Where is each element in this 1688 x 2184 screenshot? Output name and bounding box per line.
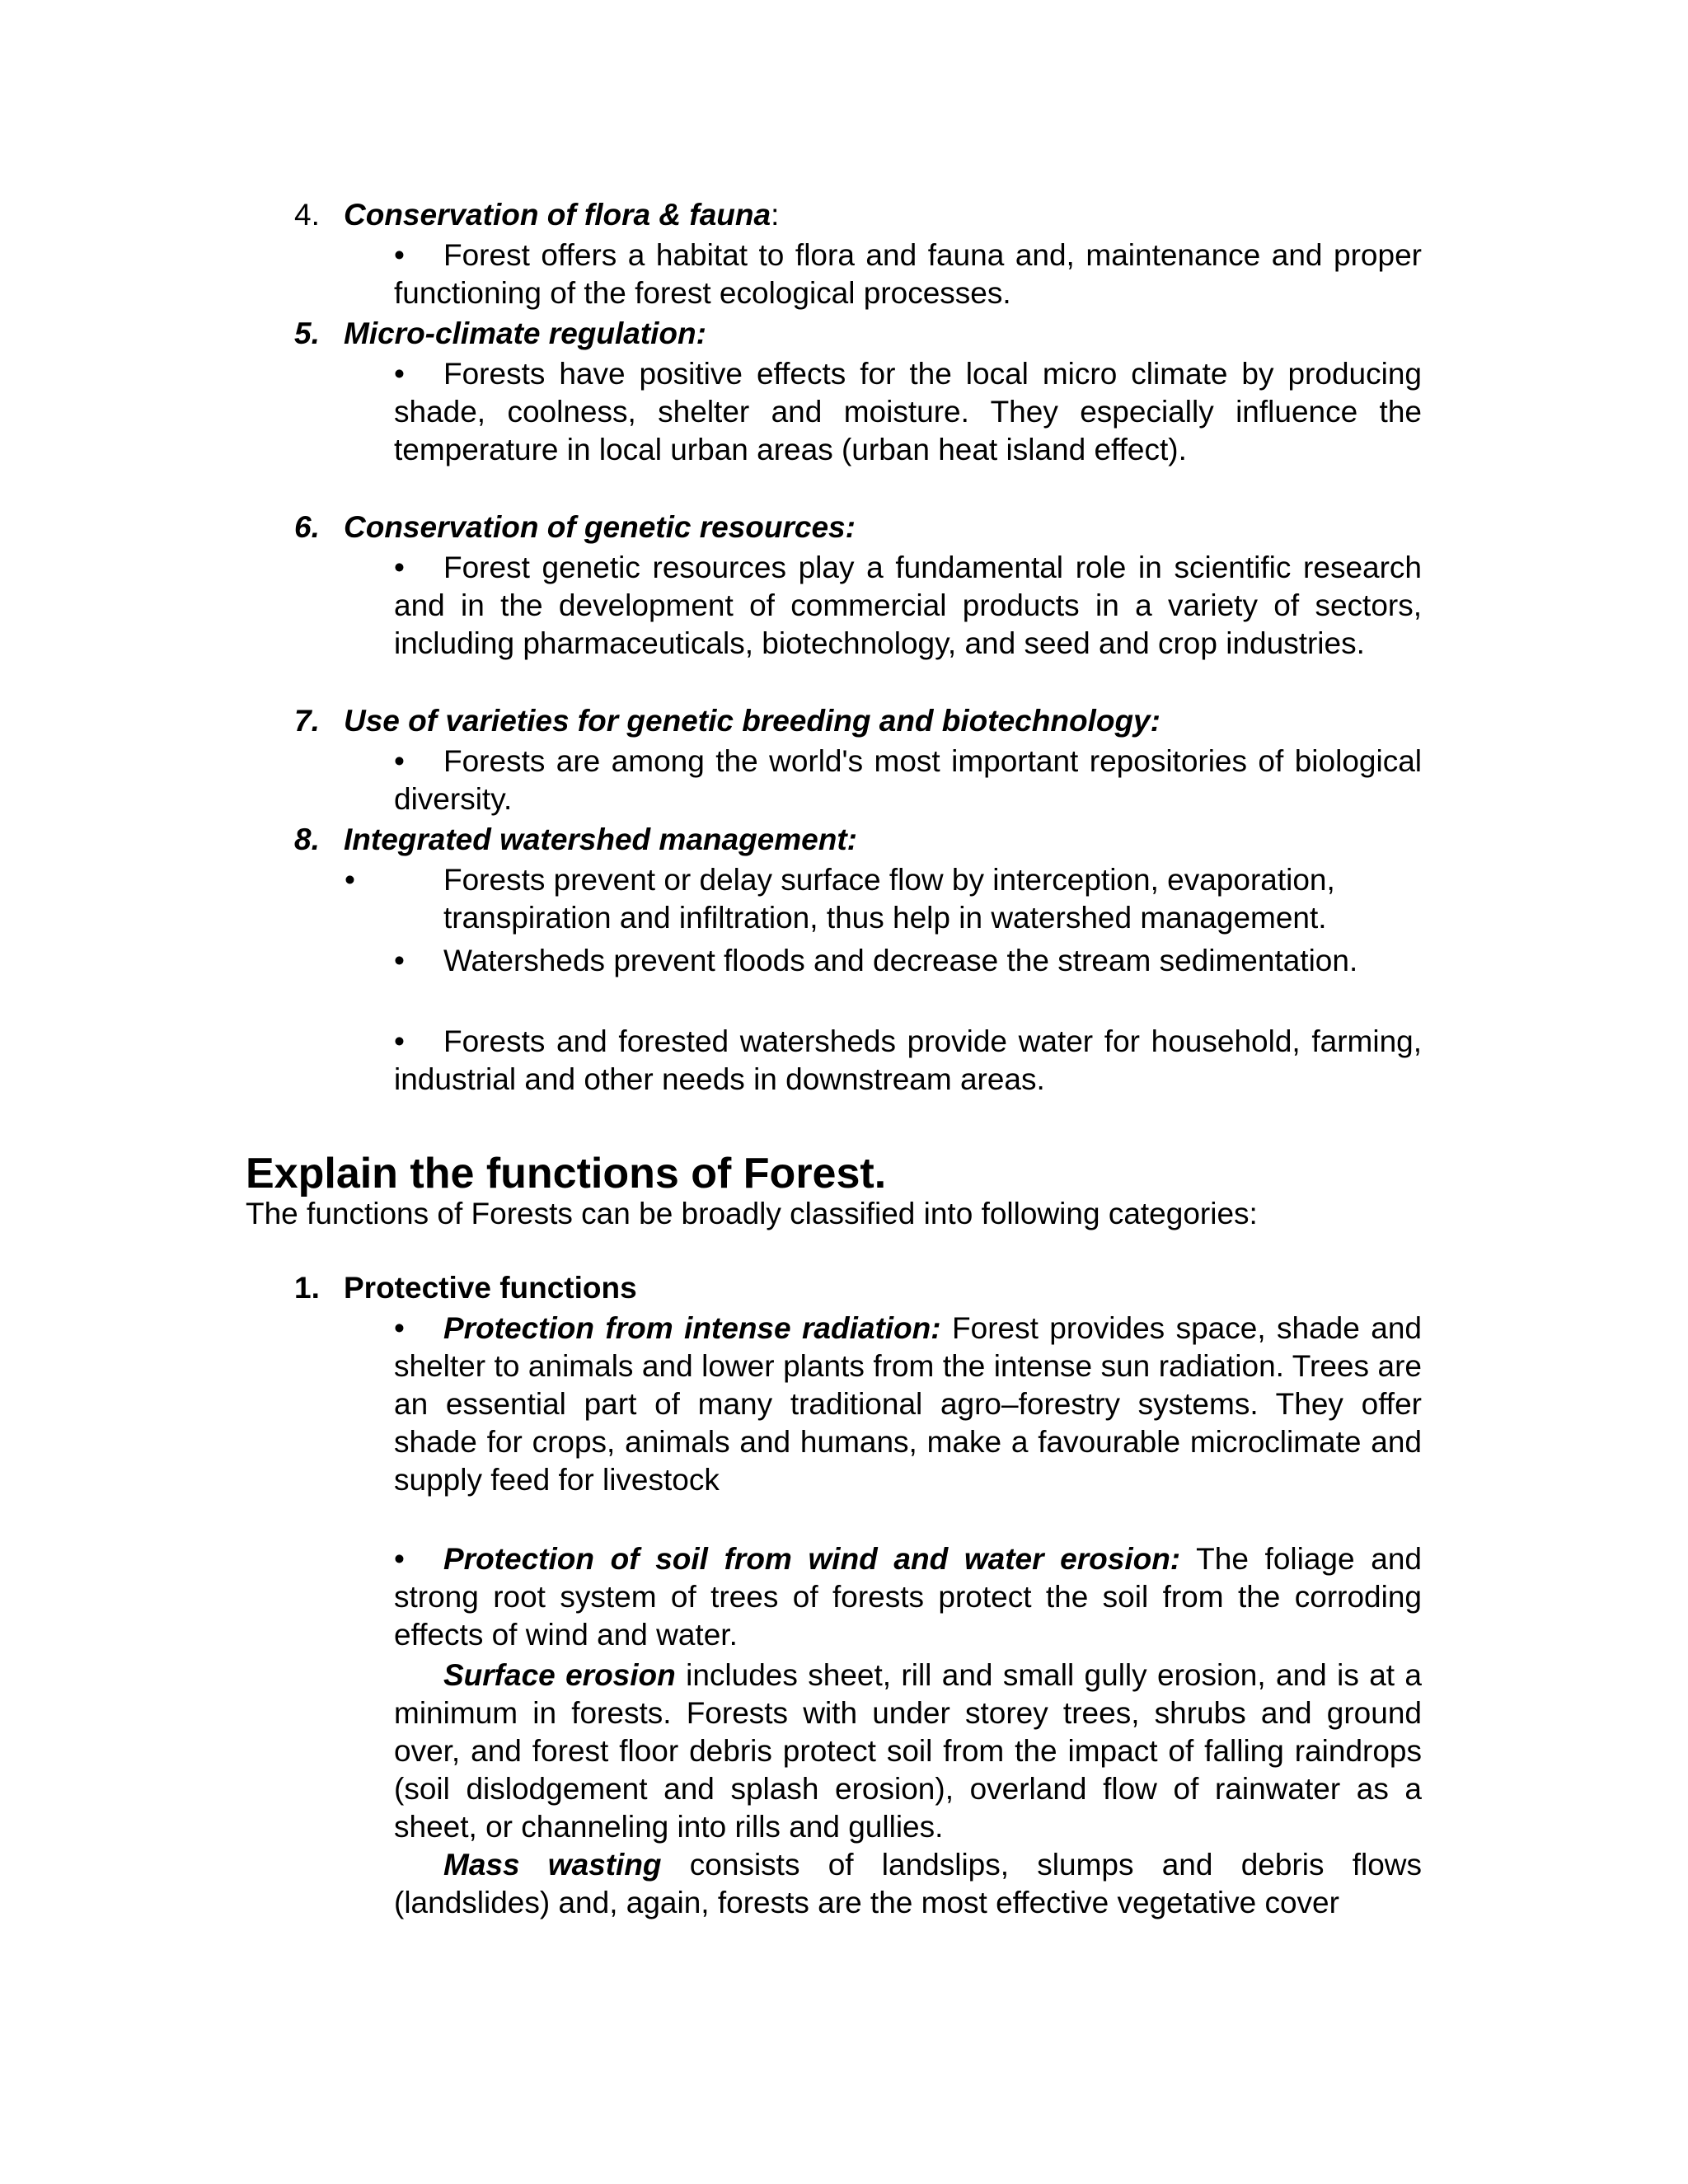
bullet-text: Forest provides space, shade and shelter to animals and lower plants from the intense sun radiation. Trees are an essential part of many traditional agro–forestry systems. They offer shade for crops, animals and humans, make a favourable microclimate and supply feed for livestock xyxy=(394,1311,1423,1497)
item-number: 7. xyxy=(294,704,320,738)
paragraph-text: includes sheet, rill and small gully erosion, and is at a minimum in forests. Forests with under storey trees, shrubs and ground over, and forest floor debris protect soil from the impact of falling raindrops (soil dislodgement and splash erosion), overland flow of rainwater as a sheet, or channeling into rills and gullies. xyxy=(394,1658,1423,1844)
bullet-paragraph xyxy=(394,549,1422,663)
bullet-text: Forest offers a habitat to flora and fauna and, maintenance and proper functioning of the forest ecological processes. xyxy=(394,238,1422,310)
body-paragraph xyxy=(394,1846,1422,1922)
bullet-icon: • xyxy=(394,238,405,272)
bullet-paragraph xyxy=(394,237,1422,312)
bullet-text: Forests prevent or delay surface flow by interception, evaporation, transpiration and infiltration, thus help in watershed management. xyxy=(443,863,1335,935)
item-title: Integrated watershed management: xyxy=(344,823,857,856)
paragraph-text: consists of landslips, slumps and debris flows (landslides) and, again, forests are the most effective vegetative cover xyxy=(394,1848,1423,1919)
list-item-4 xyxy=(294,196,1423,234)
item-number: 5. xyxy=(294,316,320,350)
item-title: Protective functions xyxy=(344,1271,637,1305)
bullet-lead: Protection of soil from wind and water erosion: xyxy=(443,1542,1181,1576)
list-item-8 xyxy=(294,821,1423,859)
item-title: Micro-climate regulation: xyxy=(344,316,706,350)
bullet-paragraph xyxy=(345,861,1422,937)
paragraph-lead: Surface erosion xyxy=(443,1658,676,1692)
list-item-6 xyxy=(294,509,1423,546)
list-item-protective xyxy=(294,1269,1423,1307)
section-intro: The functions of Forests can be broadly classified into following categories: xyxy=(246,1197,1258,1230)
bullet-text: Watersheds prevent floods and decrease the stream sedimentation. xyxy=(443,944,1358,977)
bullet-icon: • xyxy=(345,863,355,897)
bullet-paragraph xyxy=(394,743,1422,818)
bullet-paragraph xyxy=(394,942,1422,980)
item-number: 1. xyxy=(294,1271,320,1305)
item-title-suffix: : xyxy=(771,198,780,232)
bullet-paragraph xyxy=(394,355,1422,469)
bullet-paragraph xyxy=(394,1023,1422,1099)
bullet-icon: • xyxy=(394,357,405,391)
bullet-icon: • xyxy=(394,744,405,778)
item-title: Conservation of flora & fauna xyxy=(344,198,771,232)
bullet-text: Forest genetic resources play a fundamental role in scientific research and in the development of commercial products in a variety of sectors, including pharmaceuticals, biotechnology, and seed and crop industries. xyxy=(394,551,1422,660)
bullet-paragraph xyxy=(394,1310,1422,1499)
item-number: 4. xyxy=(294,198,320,232)
bullet-text: Forests and forested watersheds provide water for household, farming, industrial and other needs in downstream areas. xyxy=(394,1024,1422,1096)
list-item-7 xyxy=(294,702,1423,740)
section-heading: Explain the functions of Forest. xyxy=(246,1150,887,1197)
bullet-text: Forests are among the world's most important repositories of biological diversity. xyxy=(394,744,1422,816)
bullet-text: Forests have positive effects for the local micro climate by producing shade, coolness, shelter and moisture. They especially influence the temperature in local urban areas (urban heat island effect). xyxy=(394,357,1422,466)
bullet-icon: • xyxy=(394,944,405,977)
bullet-lead: Protection from intense radiation: xyxy=(443,1311,941,1345)
bullet-text: The foliage and strong root system of trees of forests protect the soil from the corroding effects of wind and water. xyxy=(394,1542,1422,1652)
item-title: Conservation of genetic resources: xyxy=(344,510,856,544)
body-paragraph xyxy=(394,1657,1422,1846)
bullet-icon: • xyxy=(394,551,405,584)
bullet-paragraph xyxy=(394,1540,1422,1654)
list-item-5 xyxy=(294,315,1423,353)
bullet-icon: • xyxy=(394,1542,405,1576)
bullet-icon: • xyxy=(394,1024,405,1058)
item-title: Use of varieties for genetic breeding and biotechnology: xyxy=(344,704,1160,738)
item-number: 6. xyxy=(294,510,320,544)
paragraph-lead: Mass wasting xyxy=(443,1848,662,1882)
bullet-icon: • xyxy=(394,1311,405,1345)
item-number: 8. xyxy=(294,823,320,856)
